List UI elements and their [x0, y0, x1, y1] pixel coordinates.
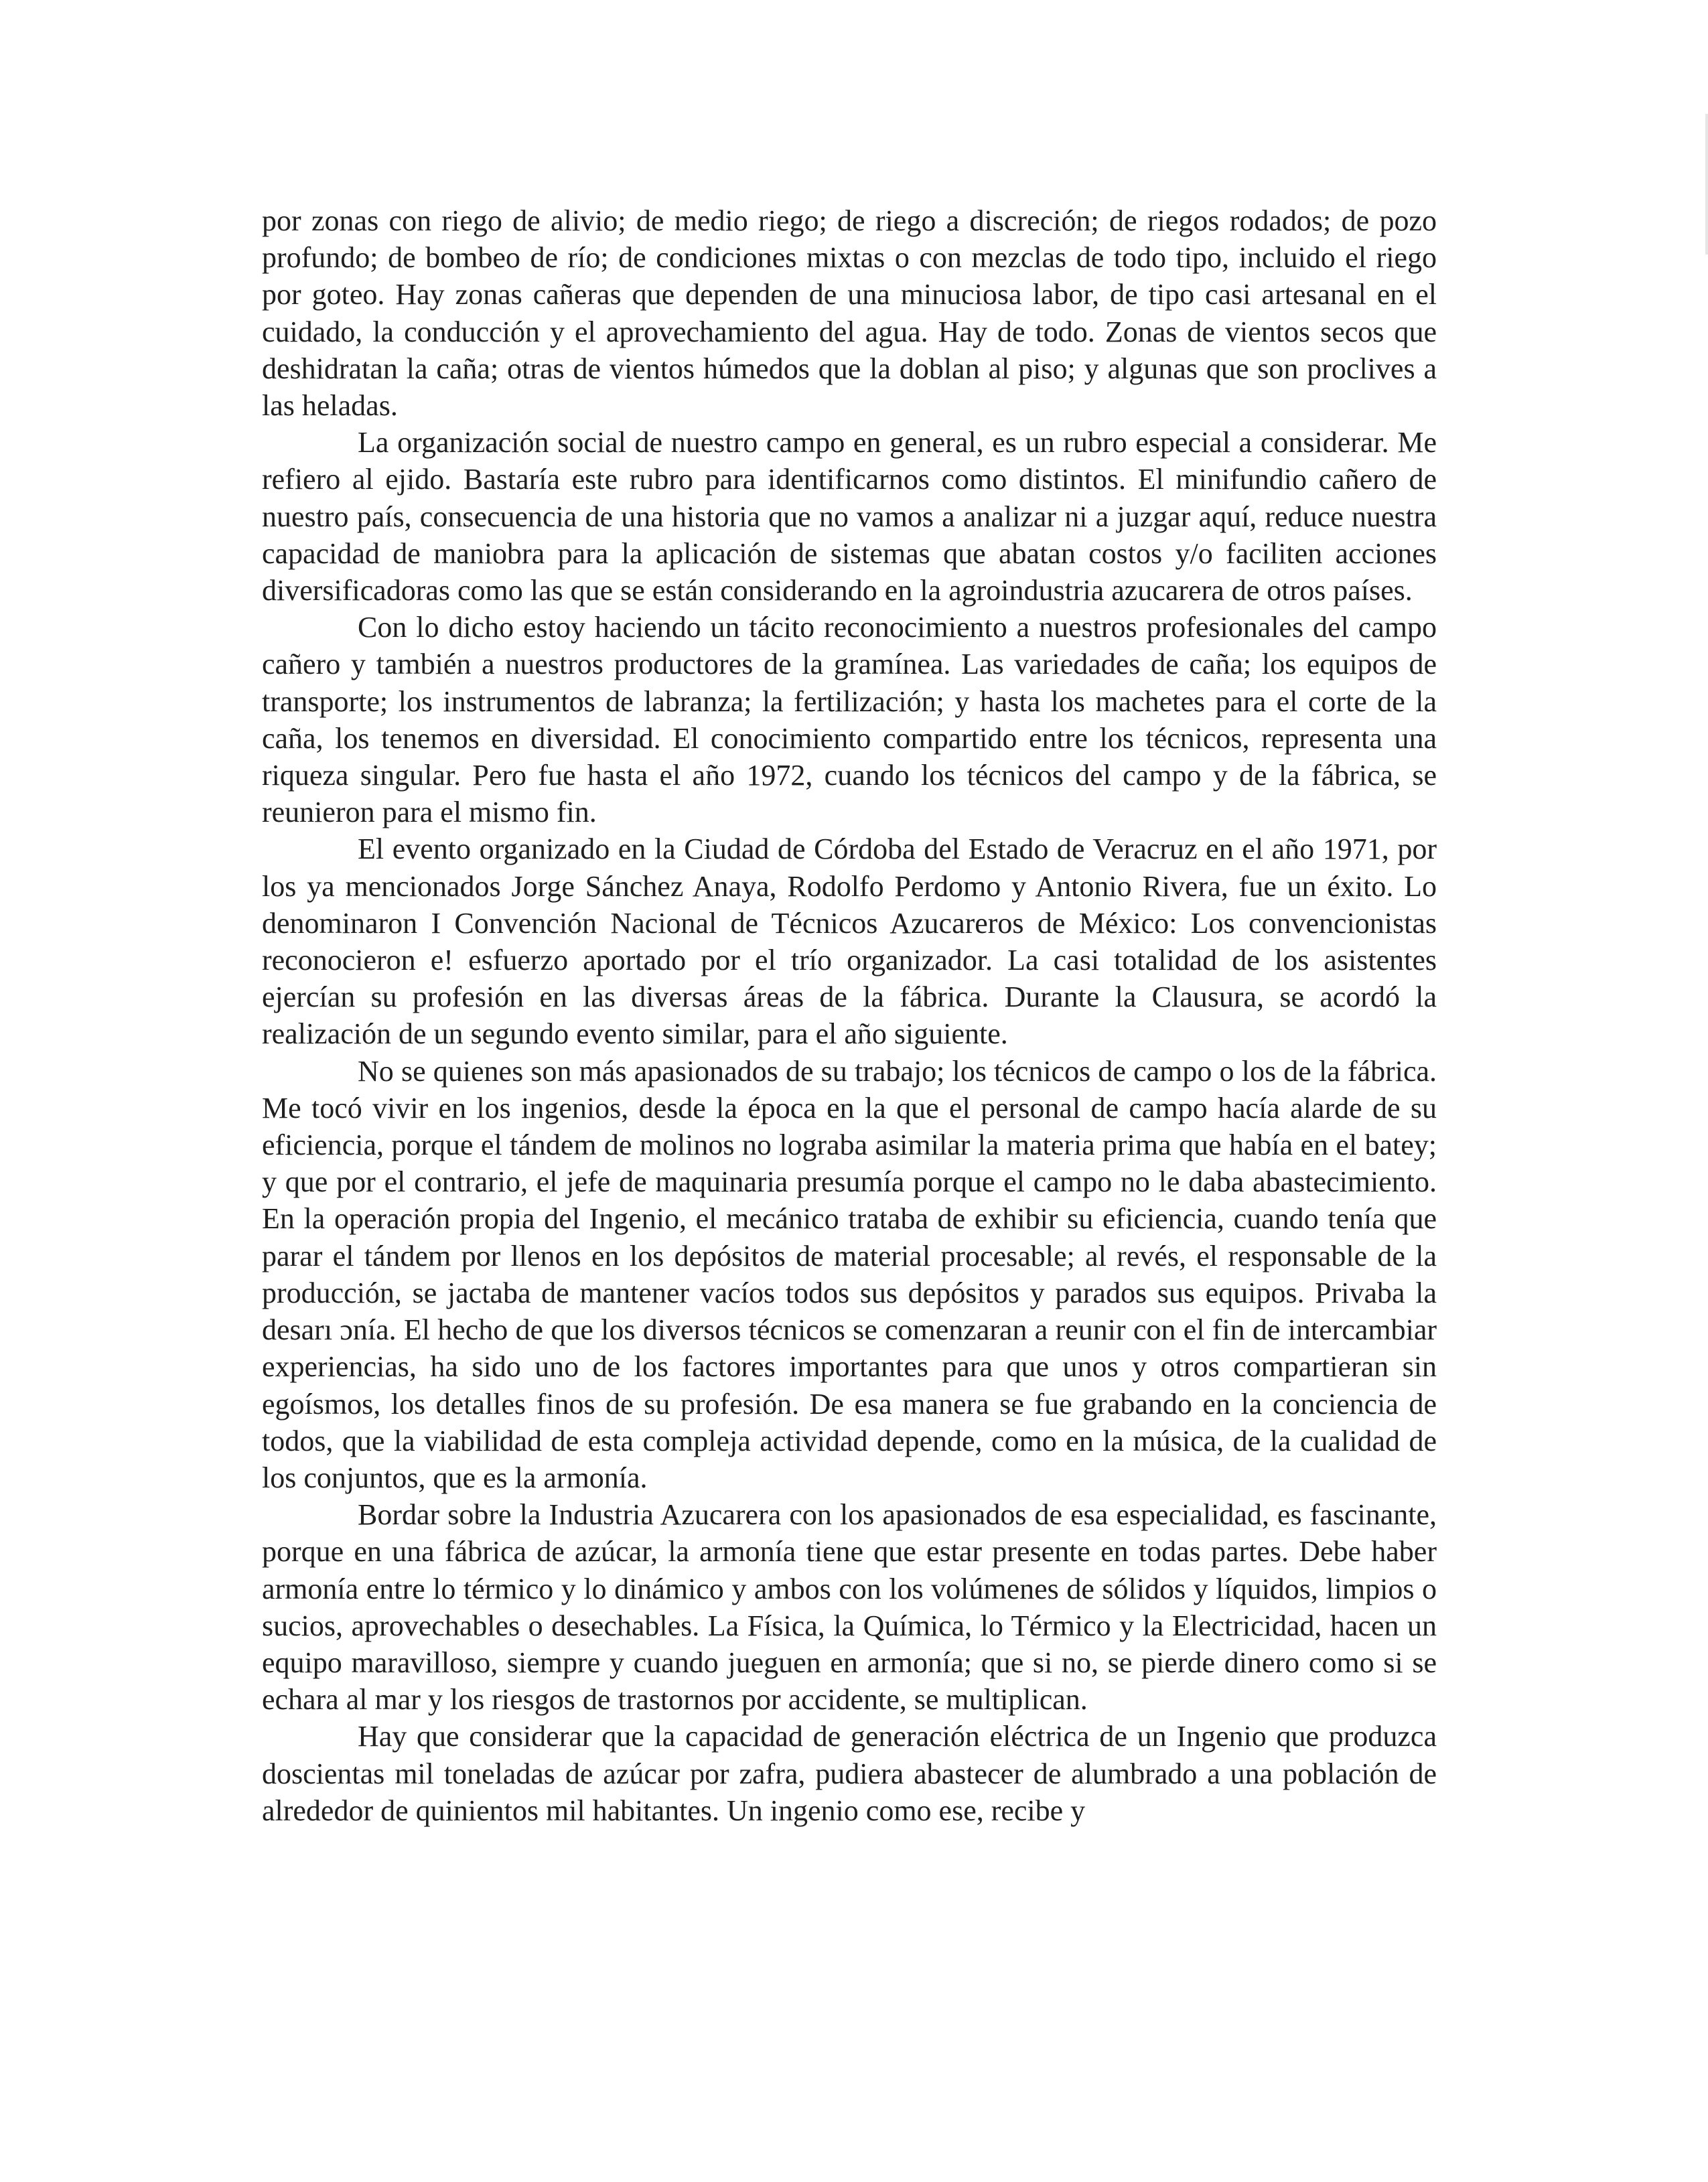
- paragraph-generacion-electrica: Hay que considerar que la capacidad de generación eléctrica de un Ingenio que produzca doscientas mil toneladas de azúcar por zafra, pudiera abastecer de alumbrado a una población de alrededor de quinientos mil habitantes. Un ingenio como ese, recibe y: [262, 1720, 1437, 1827]
- paragraph-reconocimiento: Con lo dicho estoy haciendo un tácito reconocimiento a nuestros profesionales del campo cañero y también a nuestros productores de la gramínea. Las variedades de caña; los equipos de transporte; los instrumentos de labranza; la fertilización; y hasta los machetes para el corte de la caña, los tenemos en diversidad. El conocimiento compartido entre los técnicos, representa una riqueza singular. Pero fue hasta el año 1972, cuando los técnicos del campo y de la fábrica, se reunieron para el mismo fin.: [262, 611, 1437, 829]
- paragraph-riego: por zonas con riego de alivio; de medio riego; de riego a discreción; de riegos rodados; de pozo profundo; de bombeo de río; de condiciones mixtas o con mezclas de todo tipo, incluido el riego por goteo. Hay zonas cañeras que dependen de una minuciosa labor, de tipo casi artesanal en el cuidado, la conducción y el aprovechamiento del agua. Hay de todo. Zonas de vientos secos que deshidratan la caña; otras de vientos húmedos que la doblan al piso; y algunas que son proclives a las heladas.: [262, 204, 1437, 423]
- paragraph-evento-cordoba: El evento organizado en la Ciudad de Córdoba del Estado de Veracruz en el año 1971, por los ya mencionados Jorge Sánchez Anaya, Rodolfo Perdomo y Antonio Rivera, fue un éxito. Lo denominaron I Convención Nacional de Técnicos Azucareros de México: Los convencionistas reconocieron e! esfuerzo aportado por el trío organizador. La casi totalidad de los asistentes ejercían su profesión en las diversas áreas de la fábrica. Durante la Clausura, se acordó la realización de un segundo evento similar, para el año siguiente.: [262, 832, 1437, 1051]
- paragraph-apasionados: No se quienes son más apasionados de su trabajo; los técnicos de campo o los de la fábrica. Me tocó vivir en los ingenios, desde la época en la que el personal de campo hacía alarde de su eficiencia, porque el tándem de molinos no lograba asimilar la materia prima que había en el batey; y que por el contrario, el jefe de maquinaria presumía porque el campo no le daba abastecimiento. En la operación propia del Ingenio, el mecánico trataba de exhibir su eficiencia, cuando tenía que parar el tándem por llenos en los depósitos de material procesable; al revés, el responsable de la producción, se jactaba de mantener vacíos todos sus depósitos y parados sus equipos. Privaba la desarı ɔnía. El hecho de que los diversos técnicos se comenzaran a reunir con el fin de intercambiar experiencias, ha sido uno de los factores importantes para que unos y otros compartieran sin egoísmos, los detalles finos de su profesión. De esa manera se fue grabando en la conciencia de todos, que la viabilidad de esta compleja actividad depende, como en la música, de la cualidad de los conjuntos, que es la armonía.: [262, 1054, 1437, 1494]
- paragraph-armonia: Bordar sobre la Industria Azucarera con los apasionados de esa especialidad, es fascinante, porque en una fábrica de azúcar, la armonía tiene que estar presente en todas partes. Debe haber armonía entre lo térmico y lo dinámico y ambos con los volúmenes de sólidos y líquidos, limpios o sucios, aprovechables o desechables. La Física, la Química, lo Térmico y la Electricidad, hacen un equipo maravilloso, siempre y cuando jueguen en armonía; que si no, se pierde dinero como si se echara al mar y los riesgos de trastornos por accidente, se multiplican.: [262, 1498, 1437, 1717]
- body-text: [262, 202, 1437, 1829]
- paragraph-organizacion-social: La organización social de nuestro campo en general, es un rubro especial a considerar. Me refiero al ejido. Bastaría este rubro para identificarnos como distintos. El minifundio cañero de nuestro país, consecuencia de una historia que no vamos a analizar ni a juzgar aquí, reduce nuestra capacidad de maniobra para la aplicación de sistemas que abatan costos y/o faciliten acciones diversificadoras como las que se están considerando en la agroindustria azucarera de otros países.: [262, 426, 1437, 607]
- scan-edge-mark: [1705, 114, 1708, 254]
